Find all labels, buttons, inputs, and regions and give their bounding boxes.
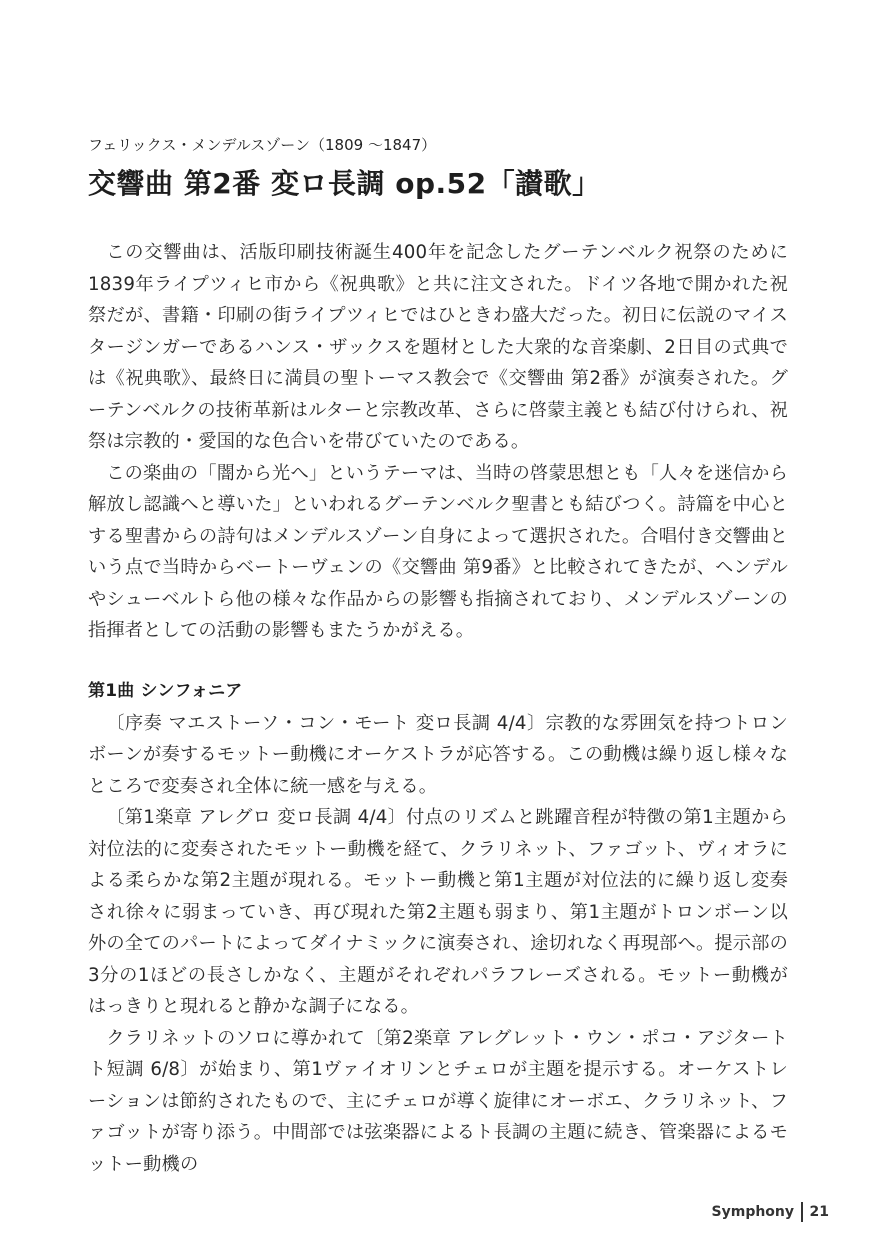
composer-line: フェリックス・メンデルスゾーン（1809 ～1847）: [88, 136, 437, 154]
page-footer: [712, 1202, 829, 1222]
footer-label: Symphony: [711, 1204, 795, 1220]
page-title: 交響曲 第2番 変ロ長調 op.52「讃歌」: [88, 167, 601, 200]
movement-paragraph-1: 〔序奏 マエストーソ・コン・モート 変ロ長調 4/4〕宗教的な雰囲気を持つトロンボーンが奏するモットー動機にオーケストラが応答する。この動機は繰り返し様々なところで変奏され全体に統一感を与える。: [88, 712, 788, 797]
intro-text: [88, 237, 788, 647]
section-heading: 第1曲 シンフォニア: [88, 681, 243, 701]
intro-paragraph-1: この交響曲は、活版印刷技術誕生400年を記念したグーテンベルク祝祭のために1839年ライプツィヒ市から《祝典歌》と共に注文された。ドイツ各地で開かれた祝祭だが、書籍・印刷の街ライプツィヒではひときわ盛大だった。初日に伝説のマイスタージンガーであるハンス・ザックスを題材とした大衆的な音楽劇、2日目の式典では《祝典歌》、最終日に満員の聖トーマス教会で《交響曲 第2番》が演奏された。グーテンベルクの技術革新はルターと宗教改革、さらに啓蒙主義とも結び付けられ、祝祭は宗教的・愛国的な色合いを帯びていたのである。: [88, 242, 788, 452]
intro-paragraph-2: この楽曲の「闇から光へ」というテーマは、当時の啓蒙思想とも「人々を迷信から解放し認識へと導いた」といわれるグーテンベルク聖書とも結びつく。詩篇を中心とする聖書からの詩句はメンデルスゾーン自身によって選択された。合唱付き交響曲という点で当時からベートーヴェンの《交響曲 第9番》と比較されてきたが、ヘンデルやシューベルトら他の様々な作品からの影響も指摘されており、メンデルスゾーンの指揮者としての活動の影響もまたうかがえる。: [88, 462, 788, 641]
movement-paragraph-2: 〔第1楽章 アレグロ 変ロ長調 4/4〕付点のリズムと跳躍音程が特徴の第1主題から対位法的に変奏されたモットー動機を経て、クラリネット、ファゴット、ヴィオラによる柔らかな第2主題が現れる。モットー動機と第1主題が対位法的に繰り返し変奏され徐々に弱まっていき、再び現れた第2主題も弱まり、第1主題がトロンボーン以外の全てのパートによってダイナミックに演奏され、途切れなく再現部へ。提示部の3分の1ほどの長さしかなく、主題がそれぞれパラフレーズされる。モットー動機がはっきりと現れると静かな調子になる。: [88, 807, 788, 1017]
page-number: 21: [809, 1204, 829, 1220]
footer-divider: [801, 1202, 803, 1222]
movement-paragraph-3: クラリネットのソロに導かれて〔第2楽章 アレグレット・ウン・ポコ・アジタート ト短調 6/8〕が始まり、第1ヴァイオリンとチェロが主題を提示する。オーケストレーションは節約されたもので、主にチェロが導く旋律にオーボエ、クラリネット、ファゴットが寄り添う。中間部では弦楽器によるト長調の主題に続き、管楽器によるモットー動機の: [88, 1027, 788, 1175]
movement-section: [88, 676, 788, 1180]
